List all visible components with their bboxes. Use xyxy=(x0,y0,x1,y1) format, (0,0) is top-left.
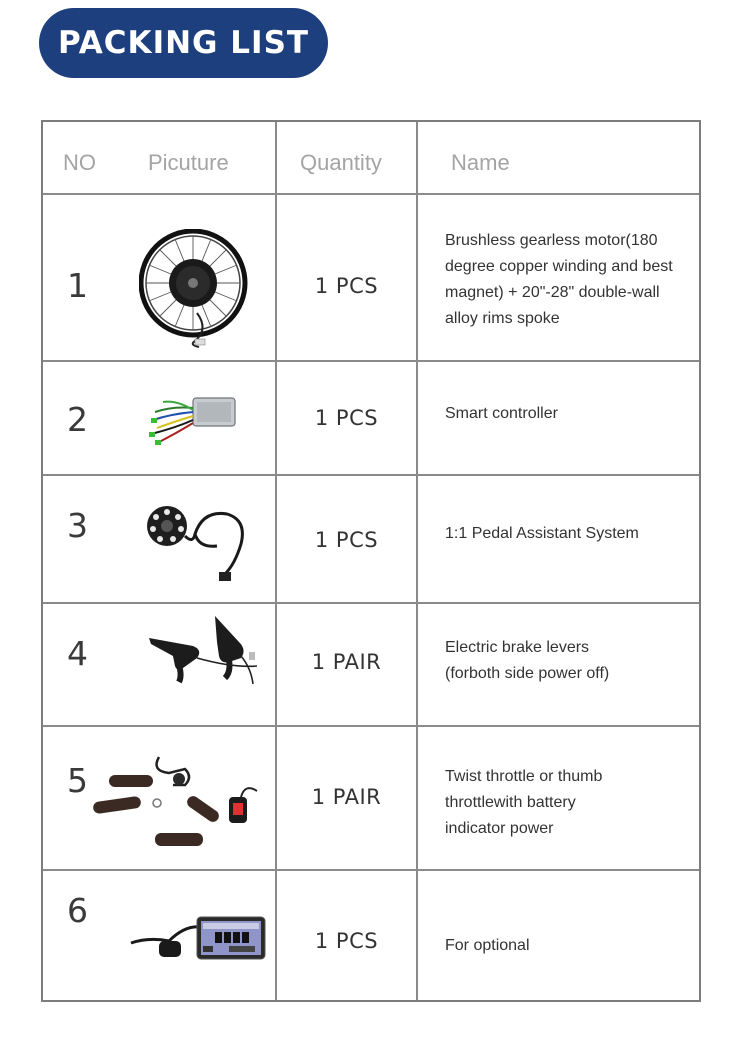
row-quantity: 1 PAIR xyxy=(311,785,382,809)
table-row xyxy=(43,871,699,1002)
name-line: For optional xyxy=(445,937,530,954)
controller-image xyxy=(143,392,243,450)
row-number: 6 xyxy=(67,891,88,930)
throttle-grips-image xyxy=(89,751,269,851)
row-number: 1 xyxy=(67,266,88,305)
row-number: 3 xyxy=(67,506,88,545)
table-row xyxy=(43,604,699,725)
table-row xyxy=(43,362,699,474)
row-name xyxy=(445,635,693,687)
row-quantity: 1 PCS xyxy=(314,929,379,953)
row-name xyxy=(445,933,693,959)
header-no: NO xyxy=(63,150,96,175)
row-number: 4 xyxy=(67,634,88,673)
name-line: (forboth side power off) xyxy=(445,665,610,682)
header-name: Name xyxy=(451,150,510,175)
row-quantity: 1 PCS xyxy=(314,528,379,552)
name-line: Smart controller xyxy=(445,405,558,422)
table-row xyxy=(43,476,699,602)
name-line: alloy rims spoke xyxy=(445,310,560,327)
header-picture: Picuture xyxy=(148,150,229,175)
table-row xyxy=(43,727,699,869)
hub-motor-wheel-image xyxy=(139,229,251,349)
lcd-display-image xyxy=(129,915,269,963)
row-quantity: 1 PAIR xyxy=(311,650,382,674)
table-row xyxy=(43,195,699,360)
row-number: 2 xyxy=(67,400,88,439)
name-line: Electric brake levers xyxy=(445,639,590,656)
row-quantity: 1 PCS xyxy=(314,274,379,298)
brake-levers-image xyxy=(143,612,263,692)
row-number: 5 xyxy=(67,761,88,800)
name-line: Brushless gearless motor(180 xyxy=(445,232,658,249)
packing-list-table xyxy=(41,120,701,1002)
name-line: magnet) + 20"-28" double-wall xyxy=(445,284,660,301)
header-quantity: Quantity xyxy=(300,150,382,175)
name-line: degree copper winding and best xyxy=(445,258,673,275)
name-line: throttlewith battery xyxy=(445,794,576,811)
row-name xyxy=(445,401,693,427)
name-line: indicator power xyxy=(445,820,554,837)
name-line: Twist throttle or thumb xyxy=(445,768,603,785)
row-name xyxy=(445,228,693,332)
row-quantity: 1 PCS xyxy=(314,406,379,430)
row-name xyxy=(445,521,693,547)
packing-list-title: PACKING LIST xyxy=(39,8,328,78)
pedal-assist-sensor-image xyxy=(133,484,253,594)
name-line: 1:1 Pedal Assistant System xyxy=(445,525,639,542)
row-name xyxy=(445,764,693,842)
